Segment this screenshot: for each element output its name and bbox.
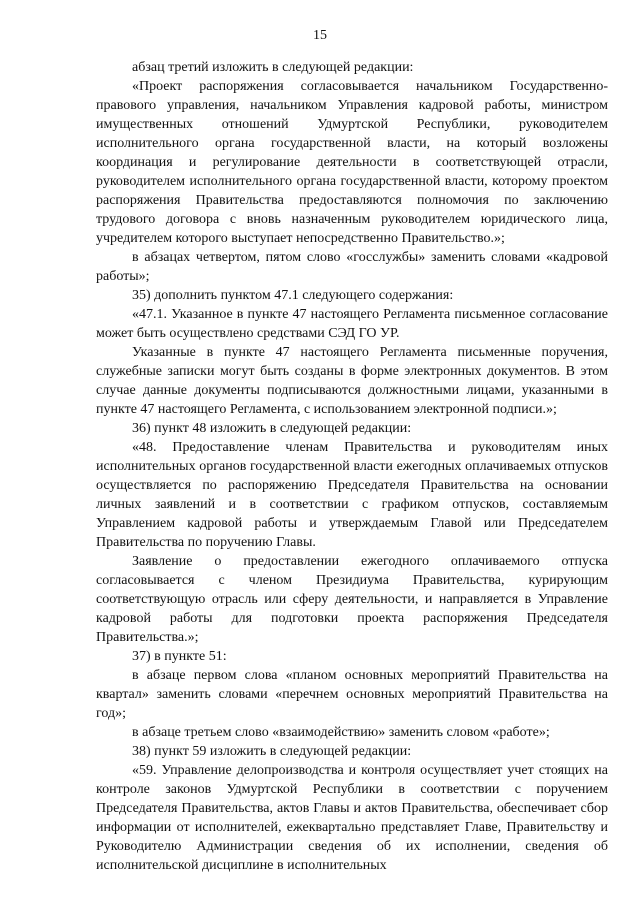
paragraph: 37) в пункте 51: — [132, 649, 227, 664]
paragraph: «48. Предоставление членам Правительства и руководителям иных исполнительных органов государственной власти ежегодных оплачиваемых отпусков осуществляется по распоряжению Председателя Правительства на основании личных заявлений и в соответствии с графиком отпусков, составляемым Управлением кадровой работы и утверждаемым Главой или Председателем Правительства по поручению Главы. — [96, 440, 608, 550]
paragraph: в абзаце третьем слово «взаимодействию» заменить словом «работе»; — [132, 725, 550, 740]
paragraph: «Проект распоряжения согласовывается начальником Государственно-правового управления, начальником Управления кадровой работы, министром имущественных отношений Удмуртской Республики, руководителем исполнительного органа государственной власти, на который возложены координация и регулирование деятельности в соответствующей отрасли, руководителем исполнительного органа государственной власти, которому проектом распоряжения Правительства предоставляются полномочия по заключению трудового договора с вновь назначенным руководителем юридического лица, учредителем которого выступает непосредственно Правительство.»; — [96, 79, 608, 246]
paragraph: «59. Управление делопроизводства и контроля осуществляет учет стоящих на контроле законов Удмуртской Республики в соответствии с поручением Председателя Правительства, актов Главы и актов Правительства, обеспечивает сбор информации от исполнителей, ежеквартально представляет Главе, Правительству и Руководителю Администрации сведения об их исполнении, сведения об исполнительской дисциплине в исполнительных — [96, 763, 608, 873]
page-number: 15 — [313, 28, 327, 43]
paragraph: «47.1. Указанное в пункте 47 настоящего Регламента письменное согласование может быть осуществлено средствами СЭД ГО УР. — [96, 307, 608, 341]
paragraph: 38) пункт 59 изложить в следующей редакции: — [132, 744, 412, 759]
paragraph: 36) пункт 48 изложить в следующей редакции: — [132, 421, 412, 436]
document-body — [96, 58, 608, 875]
paragraph: 35) дополнить пунктом 47.1 следующего содержания: — [132, 288, 454, 303]
paragraph: в абзаце первом слова «планом основных мероприятий Правительства на квартал» заменить словами «перечнем основных мероприятий Правительства на год»; — [96, 668, 608, 721]
paragraph: Заявление о предоставлении ежегодного оплачиваемого отпуска согласовывается с членом Президиума Правительства, курирующим соответствующую отрасль или сферу деятельности, и направляется в Управление кадровой работы для подготовки проекта распоряжения Председателя Правительства.»; — [96, 554, 608, 645]
paragraph: абзац третий изложить в следующей редакции: — [132, 60, 414, 75]
paragraph: в абзацах четвертом, пятом слово «госслужбы» заменить словами «кадровой работы»; — [96, 250, 608, 284]
paragraph: Указанные в пункте 47 настоящего Регламента письменные поручения, служебные записки могут быть созданы в форме электронных документов. В этом случае данные документы подписываются должностными лицами, указанными в пункте 47 настоящего Регламента, с использованием электронной подписи.»; — [96, 345, 608, 417]
